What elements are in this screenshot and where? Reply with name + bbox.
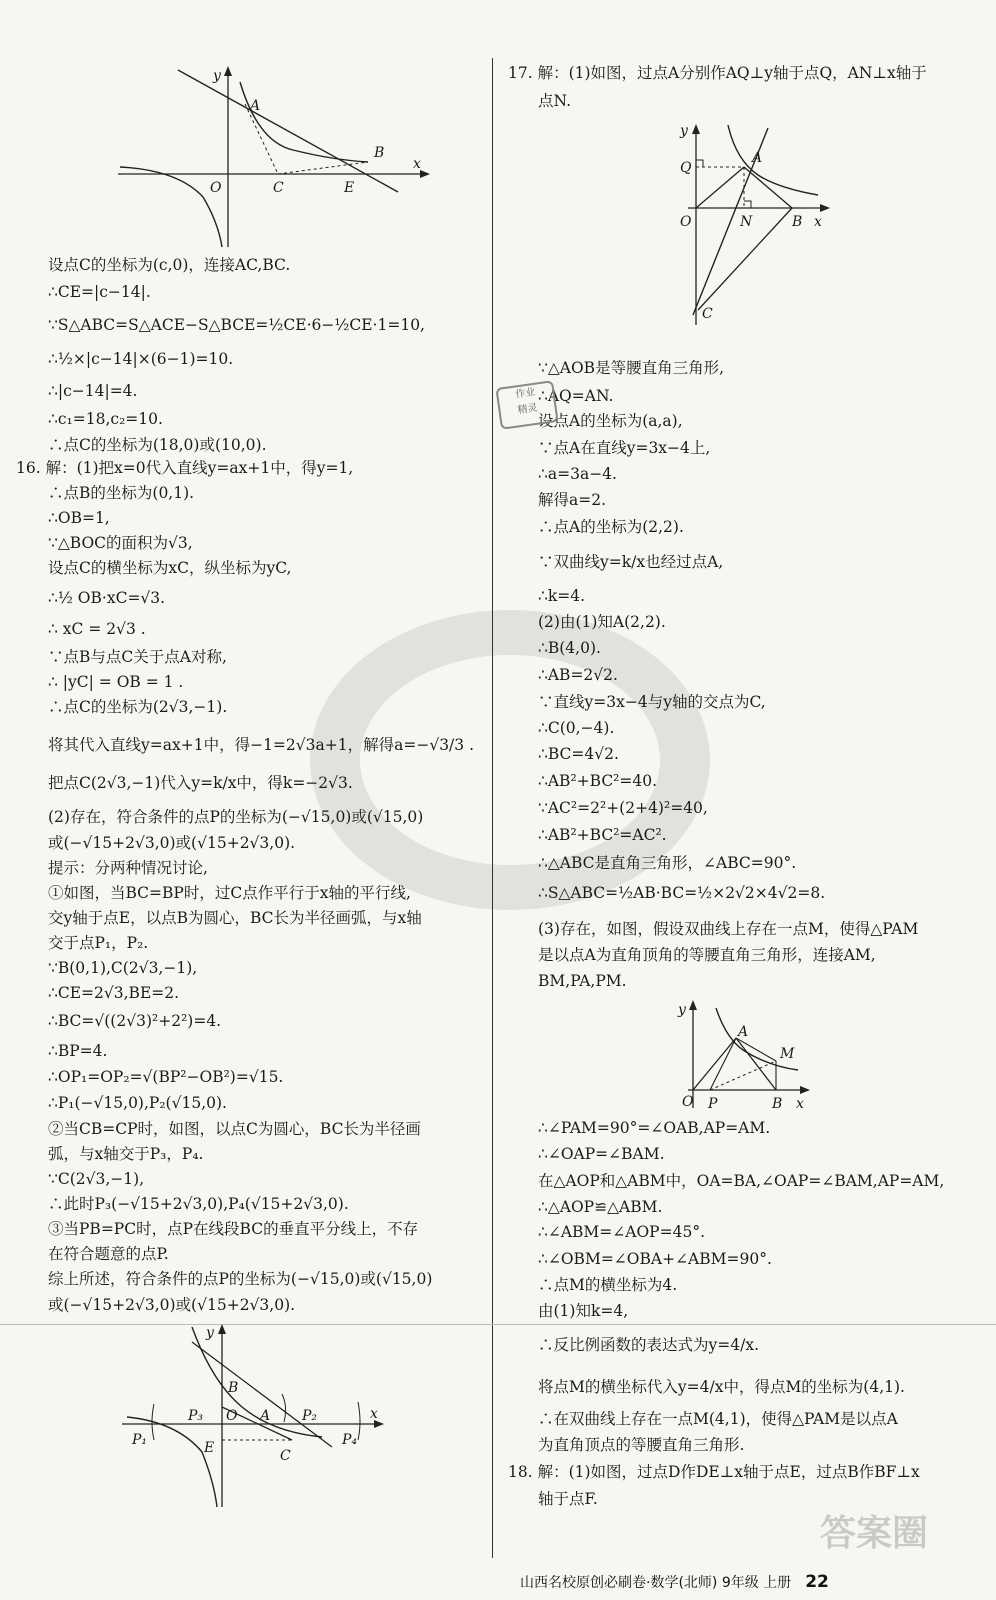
fig2-label: Q: [680, 160, 692, 176]
text-line: ∴∠OAP=∠BAM.: [538, 1145, 665, 1163]
fig1-label: B: [374, 145, 385, 161]
fig3-label: x: [796, 1096, 804, 1112]
text-line: ∴B(4,0).: [538, 639, 601, 657]
text-line: (2)存在，符合条件的点P的坐标为(−√15,0)或(√15,0): [48, 808, 424, 826]
text-line: ∴½ OB·xC=√3.: [48, 589, 166, 607]
text-line: ③当PB=PC时，点P在线段BC的垂直平分线上，不存: [48, 1220, 419, 1238]
text-line: ∵AC²=2²+(2+4)²=40,: [538, 799, 708, 817]
fig4-label: E: [204, 1440, 215, 1456]
fig4-label: x: [370, 1406, 378, 1422]
text-line: ∴∠PAM=90°=∠OAB,AP=AM.: [538, 1119, 771, 1137]
text-line: ∵S△ABC=S△ACE−S△BCE=½CE·6−½CE·1=10,: [48, 316, 425, 334]
fig1-label: C: [273, 180, 284, 196]
text-line: ∴S△ABC=½AB·BC=½×2√2×4√2=8.: [538, 884, 826, 902]
fig4-label: P₄: [342, 1432, 358, 1448]
stamp-text: 作业: [514, 386, 537, 401]
text-line: 或(−√15+2√3,0)或(√15+2√3,0).: [48, 1296, 296, 1314]
text-line: ∴△AOP≌△ABM.: [538, 1198, 663, 1216]
text-line: ∴AB²+BC²=40.: [538, 772, 658, 790]
figure-1: [118, 62, 438, 252]
text-line: ∵△AOB是等腰直角三角形,: [538, 359, 725, 377]
text-line: 把点C(2√3,−1)代入y=k/x中，得k=−2√3.: [48, 774, 353, 792]
corner-watermark: 答案圈: [820, 1513, 929, 1554]
text-line: ∴OB=1,: [48, 509, 110, 527]
text-line: ∴ xC = 2√3 .: [48, 620, 146, 638]
text-line: ∴ |yC| = OB = 1 .: [48, 673, 184, 691]
fig2-label: y: [680, 123, 688, 139]
fig2-label: x: [814, 214, 822, 230]
fig4-label: y: [206, 1325, 214, 1341]
fig4-label: P₂: [302, 1408, 318, 1424]
text-line: ∴反比例函数的表达式为y=4/x.: [538, 1336, 759, 1354]
text-line: ∵点A在直线y=3x−4上,: [538, 439, 711, 457]
text-line: 由(1)知k=4,: [538, 1302, 629, 1320]
text-line: ∴点C的坐标为(2√3,−1).: [48, 698, 228, 716]
fig3-label: y: [678, 1002, 686, 1018]
text-line: ∴∠OBM=∠OBA+∠ABM=90°.: [538, 1250, 772, 1268]
text-line: ∴½×|c−14|×(6−1)=10.: [48, 350, 234, 368]
text-line: 在△AOP和△ABM中，OA=BA,∠OAP=∠BAM,AP=AM,: [538, 1172, 945, 1190]
text-line: 设点A的坐标为(a,a),: [538, 412, 683, 430]
text-line: ∴AB=2√2.: [538, 666, 618, 684]
text-line: ∵直线y=3x−4与y轴的交点为C,: [538, 693, 766, 711]
fig1-label: A: [250, 98, 261, 114]
text-line: 为直角顶点的等腰直角三角形.: [538, 1436, 745, 1454]
fig4-label: O: [226, 1408, 238, 1424]
fig2-label: N: [740, 214, 753, 230]
text-line: ∴△ABC是直角三角形，∠ABC=90°.: [538, 854, 797, 872]
text-line: ∴P₁(−√15,0),P₂(√15,0).: [48, 1094, 227, 1112]
column-divider: [492, 58, 493, 1558]
fig4-label: C: [280, 1448, 291, 1464]
fig4-label: P₃: [188, 1408, 204, 1424]
text-line: ∴k=4.: [538, 587, 586, 605]
figure-2: [668, 120, 848, 330]
text-line: ∴AB²+BC²=AC².: [538, 826, 667, 844]
text-line: ∴AQ=AN.: [538, 387, 614, 405]
text-line: (2)由(1)知A(2,2).: [538, 613, 666, 631]
fig3-label: O: [682, 1094, 694, 1110]
text-line: 交y轴于点E，以点B为圆心，BC长为半径画弧，与x轴: [48, 909, 422, 927]
text-line: ∴点C的坐标为(18,0)或(10,0).: [48, 436, 267, 454]
fig4-label: B: [228, 1380, 239, 1396]
fig2-label: B: [792, 214, 803, 230]
page-footer: [520, 1572, 829, 1592]
fig3-label: A: [738, 1024, 749, 1040]
text-line: ①如图，当BC=BP时，过C点作平行于x轴的平行线,: [48, 884, 411, 902]
fig1-label: E: [344, 180, 355, 196]
fig3-label: P: [708, 1096, 718, 1112]
text-line: ∴c₁=18,c₂=10.: [48, 410, 163, 428]
text-line: ∵双曲线y=k/x也经过点A,: [538, 553, 724, 571]
fig3-label: B: [772, 1096, 783, 1112]
figure-3: [668, 998, 818, 1116]
fig2-label: C: [702, 306, 713, 322]
fig1-label: O: [210, 180, 222, 196]
page-number: 22: [805, 1572, 829, 1592]
text-line: ∵B(0,1),C(2√3,−1),: [48, 959, 198, 977]
fig2-label: A: [752, 150, 763, 166]
text-line: ∴|c−14|=4.: [48, 382, 138, 400]
text-line: ∴点A的坐标为(2,2).: [538, 518, 684, 536]
text-line: ∴BP=4.: [48, 1042, 108, 1060]
text-line: 交于点P₁，P₂.: [48, 934, 149, 952]
text-line: ∴OP₁=OP₂=√(BP²−OB²)=√15.: [48, 1068, 284, 1086]
text-line: ∴∠ABM=∠AOP=45°.: [538, 1223, 705, 1241]
text-line: (3)存在，如图，假设双曲线上存在一点M，使得△PAM: [538, 920, 919, 938]
text-line: 将点M的横坐标代入y=4/x中，得点M的坐标为(4,1).: [538, 1378, 905, 1396]
text-line: 综上所述，符合条件的点P的坐标为(−√15,0)或(√15,0): [48, 1270, 433, 1288]
text-line: 16. 解：(1)把x=0代入直线y=ax+1中，得y=1,: [16, 459, 354, 477]
text-line: 18. 解：(1)如图，过点D作DE⊥x轴于点E，过点B作BF⊥x: [508, 1463, 920, 1481]
fig3-label: M: [780, 1046, 795, 1062]
text-line: 解得a=2.: [538, 491, 607, 509]
text-line: 17. 解：(1)如图，过点A分别作AQ⊥y轴于点Q，AN⊥x轴于: [508, 64, 927, 82]
text-line: ∵点B与点C关于点A对称,: [48, 648, 227, 666]
text-line: 设点C的坐标为(c,0)，连接AC,BC.: [48, 256, 291, 274]
text-line: 是以点A为直角顶角的等腰直角三角形，连接AM,: [538, 946, 876, 964]
text-line: 或(−√15+2√3,0)或(√15+2√3,0).: [48, 834, 296, 852]
text-line: 轴于点F.: [538, 1490, 598, 1508]
text-line: 在符合题意的点P.: [48, 1245, 169, 1263]
figure-4: [122, 1322, 422, 1512]
text-line: 提示：分两种情况讨论,: [48, 859, 208, 877]
text-line: ∴CE=2√3,BE=2.: [48, 984, 180, 1002]
text-line: ∴点M的横坐标为4.: [538, 1276, 678, 1294]
text-line: ∴BC=√((2√3)²+2²)=4.: [48, 1012, 222, 1030]
fig2-label: O: [680, 214, 692, 230]
text-line: 设点C的横坐标为xC，纵坐标为yC,: [48, 559, 292, 577]
footer-text: 山西名校原创必刷卷·数学(北师) 9年级 上册: [520, 1575, 792, 1591]
text-line: ∴C(0,−4).: [538, 719, 615, 737]
text-line: 将其代入直线y=ax+1中，得−1=2√3a+1，解得a=−√3/3 .: [48, 736, 474, 754]
fig4-label: A: [260, 1408, 271, 1424]
text-line: ∵△BOC的面积为√3,: [48, 534, 193, 552]
text-line: ∴在双曲线上存在一点M(4,1)，使得△PAM是以点A: [538, 1410, 898, 1428]
text-line: ②当CB=CP时，如图，以点C为圆心，BC长为半径画: [48, 1120, 421, 1138]
text-line: ∴a=3a−4.: [538, 465, 617, 483]
stamp: [495, 380, 558, 430]
stamp-text: 精灵: [516, 402, 539, 417]
text-line: ∴CE=|c−14|.: [48, 283, 151, 301]
text-line: ∴BC=4√2.: [538, 745, 619, 763]
fig4-label: P₁: [132, 1432, 148, 1448]
text-line: 点N.: [538, 92, 571, 110]
text-line: ∴此时P₃(−√15+2√3,0),P₄(√15+2√3,0).: [48, 1195, 349, 1213]
fig1-label: y: [213, 68, 221, 84]
text-line: ∴点B的坐标为(0,1).: [48, 484, 195, 502]
text-line: ∵C(2√3,−1),: [48, 1170, 145, 1188]
fig1-label: x: [413, 156, 421, 172]
text-line: BM,PA,PM.: [538, 972, 627, 990]
text-line: 弧，与x轴交于P₃，P₄.: [48, 1145, 204, 1163]
